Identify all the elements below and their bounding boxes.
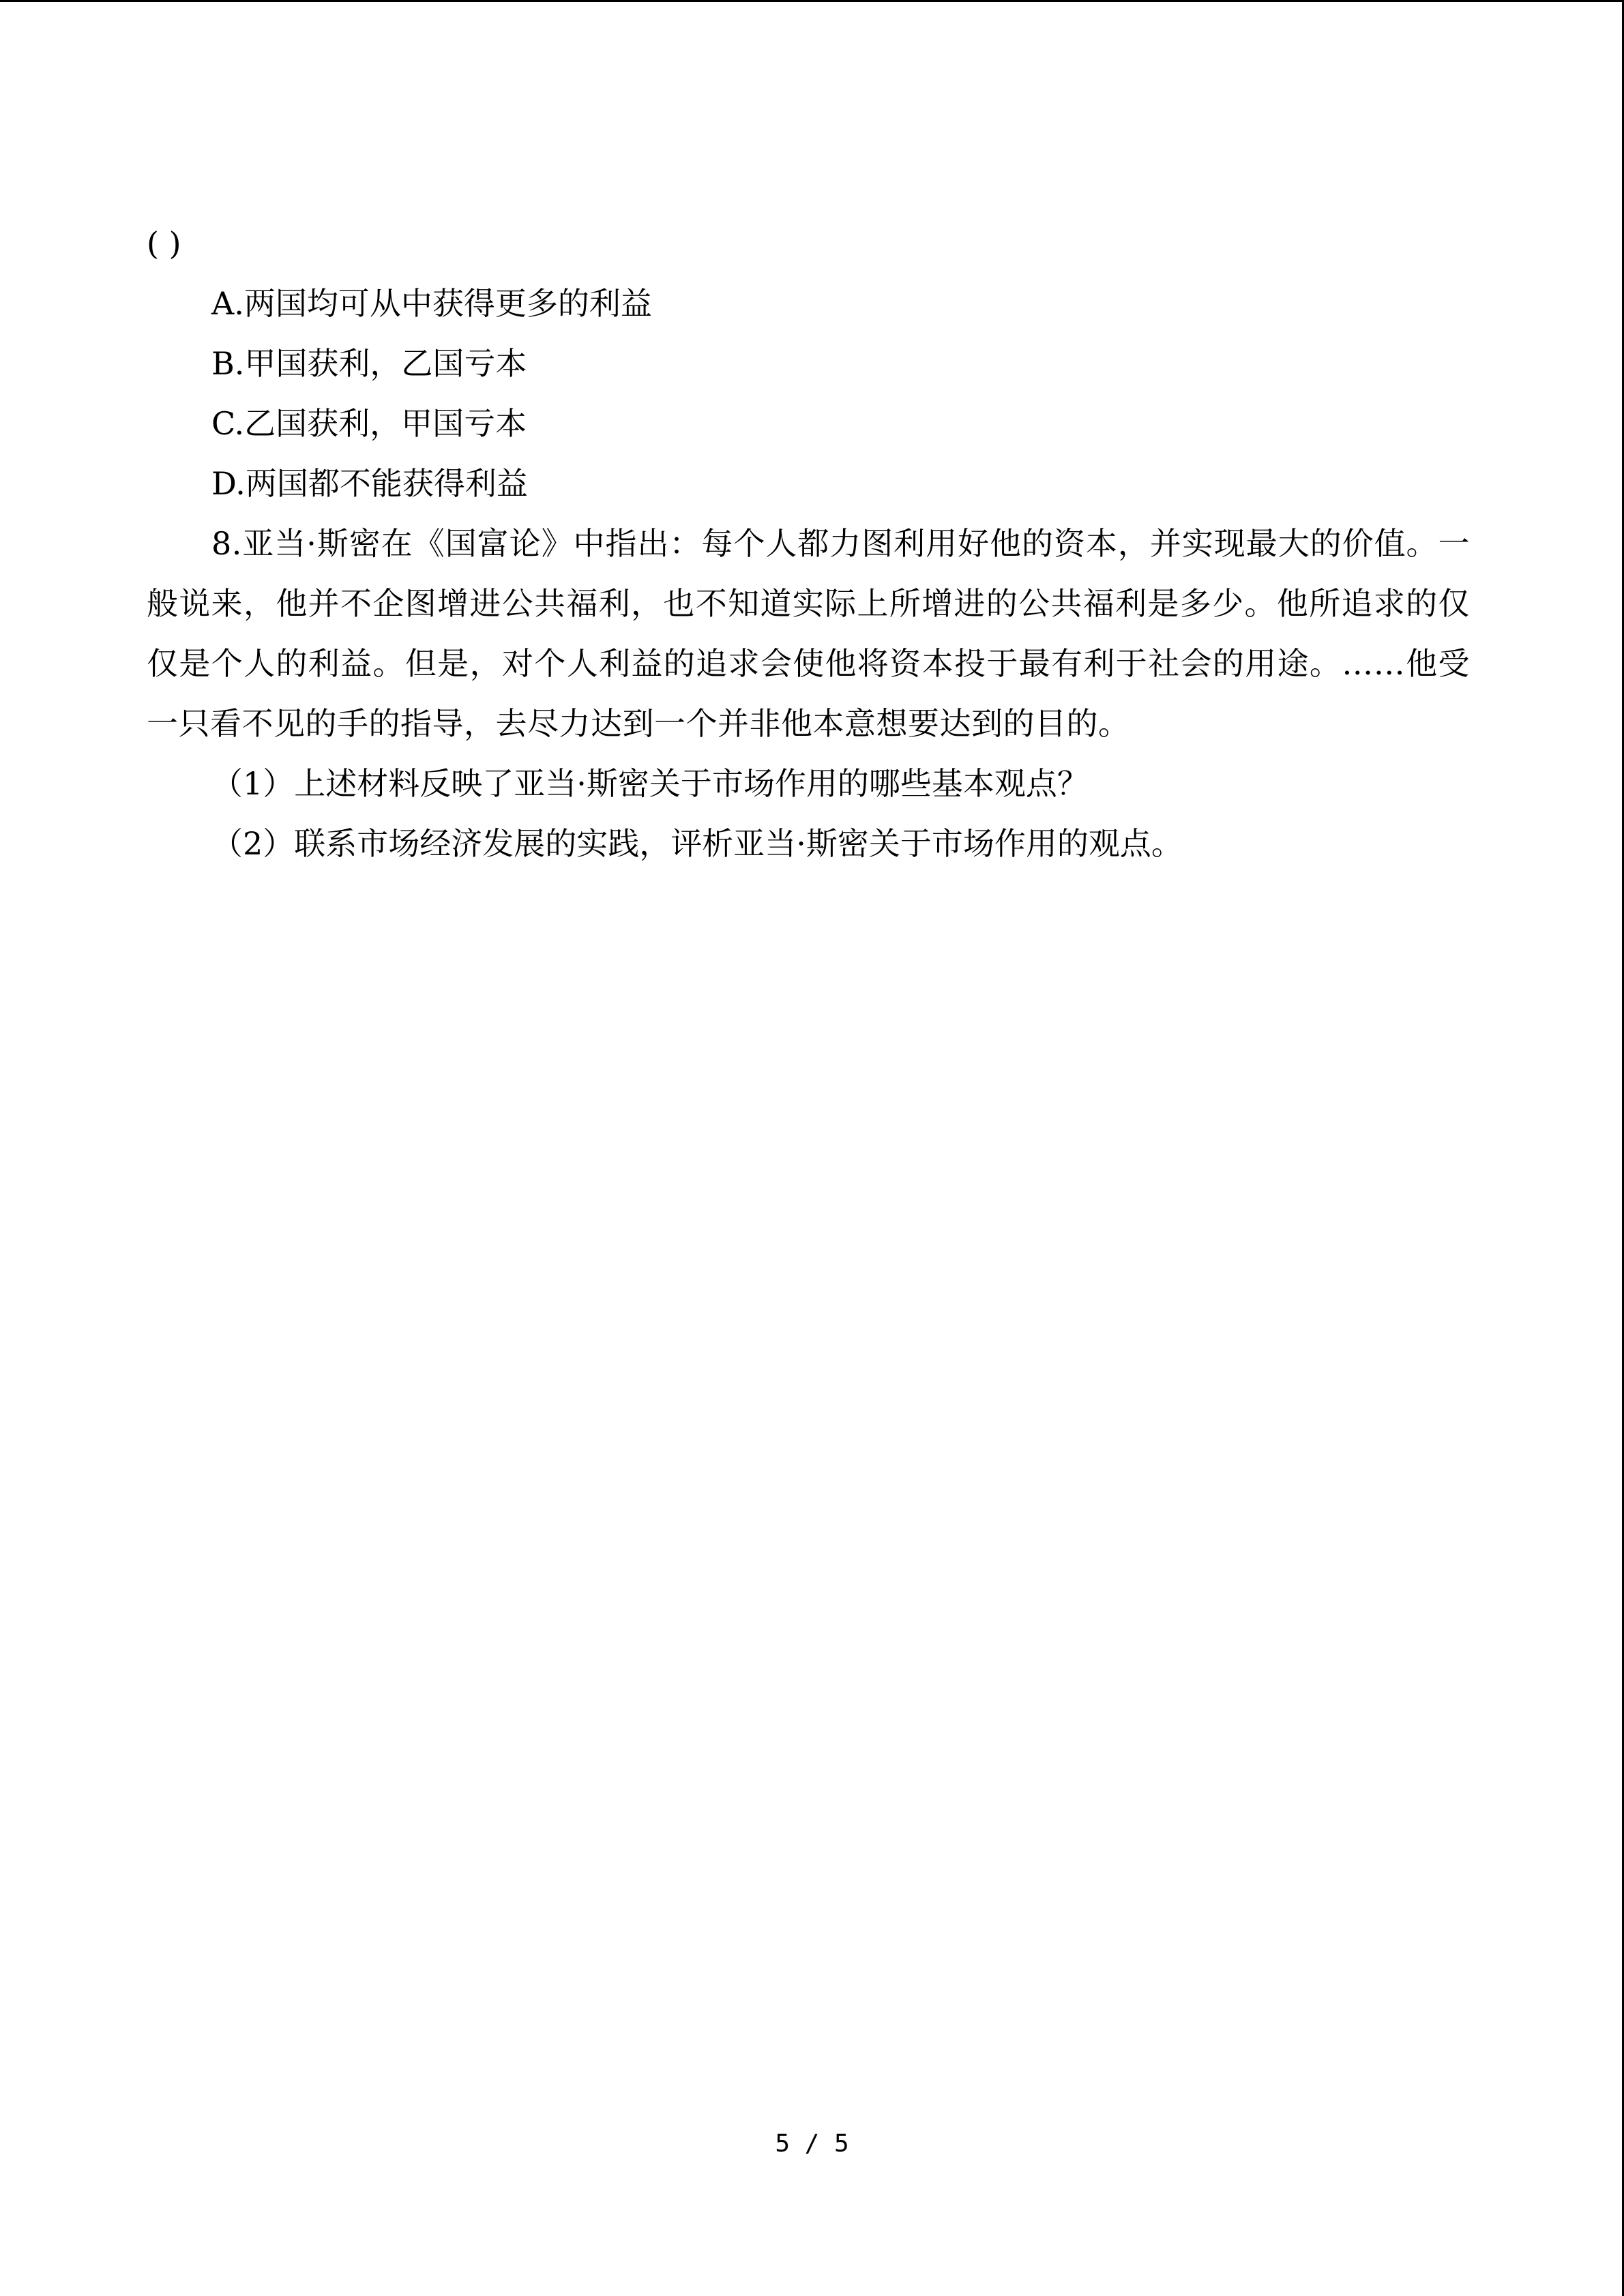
sub-question-1: （1）上述材料反映了亚当·斯密关于市场作用的哪些基本观点？ xyxy=(211,765,1089,802)
sub-question-2: （2）联系市场经济发展的实践，评析亚当·斯密关于市场作用的观点。 xyxy=(211,825,1183,862)
option-b: B.甲国获利，乙国亏本 xyxy=(211,345,527,382)
answer-bracket: ( ) xyxy=(147,225,181,262)
option-d: D.两国都不能获得利益 xyxy=(211,465,528,502)
document-body xyxy=(147,213,1470,874)
page-number: 5 / 5 xyxy=(775,2130,849,2158)
option-c: C.乙国获利，甲国亏本 xyxy=(211,405,527,442)
option-a: A.两国均可从中获得更多的利益 xyxy=(211,285,652,322)
question-8-text: 8.亚当·斯密在《国富论》中指出：每个人都力图利用好他的资本，并实现最大的价值。一般说来，他并不企图增进公共福利，也不知道实际上所增进的公共福利是多少。他所追求的仅仅是个人的利益。但是，对个人利益的追求会使他将资本投于最有利于社会的用途。……他受一只看不见的手的指导，去尽力达到一个并非他本意想要达到的目的。 xyxy=(147,525,1470,742)
top-border xyxy=(0,0,1624,2)
